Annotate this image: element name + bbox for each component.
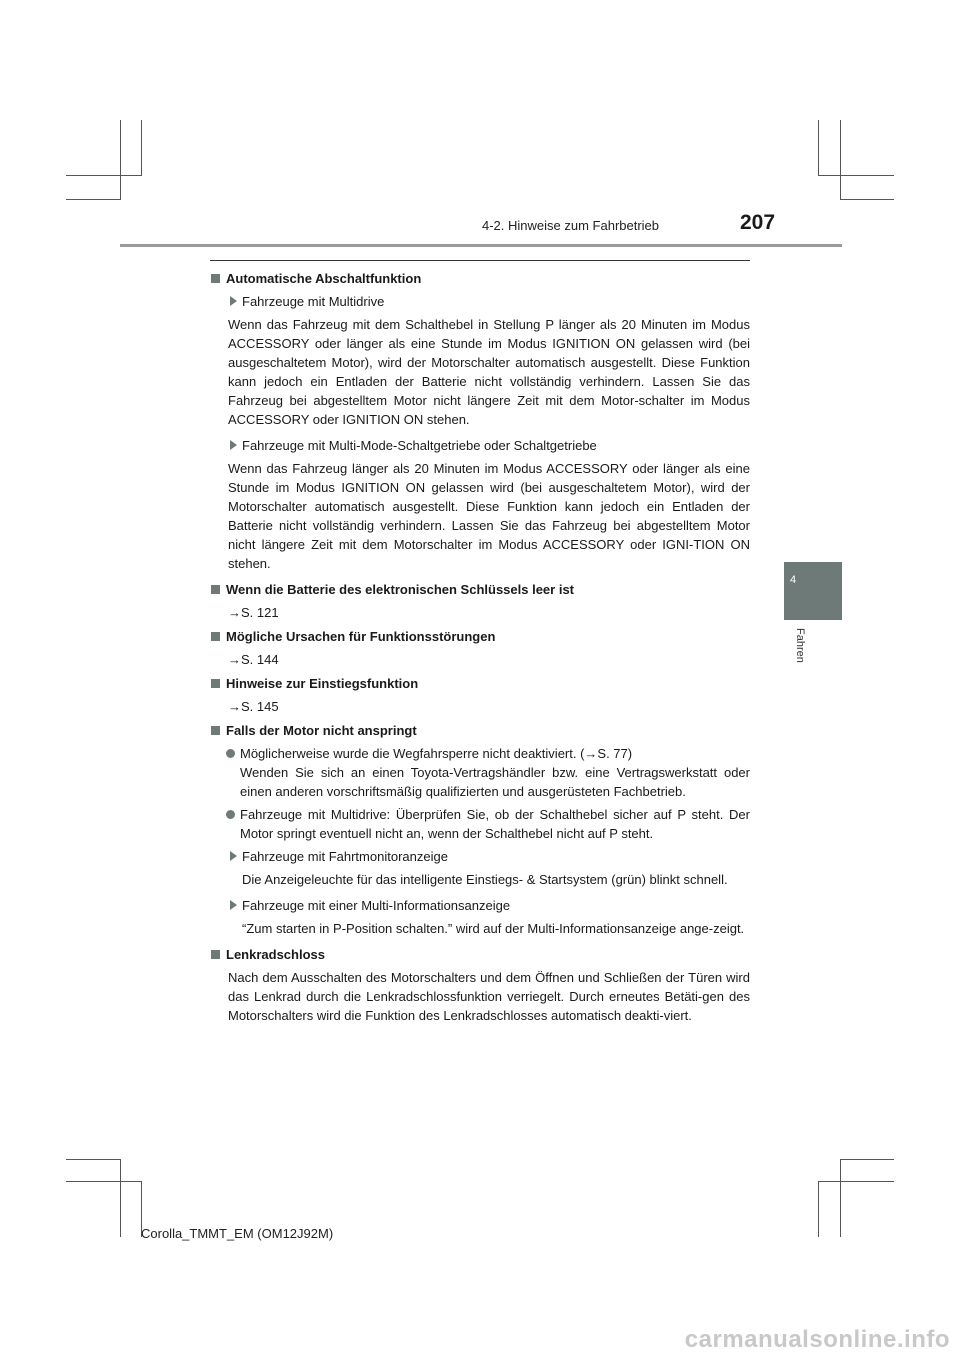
list-item: Fahrzeuge mit Multidrive: Überprüfen Sie, ob der Schalthebel sicher auf P steht. Der Motor springt eventuell nicht an, wenn der Schalthebel nicht auf P steht. [210,805,750,843]
square-bullet-icon [211,679,220,688]
triangle-bullet-icon [230,851,237,861]
crop-mark [66,1159,120,1160]
section-heading: Hinweise zur Einstiegsfunktion [210,674,750,693]
section-heading: Wenn die Batterie des elektronischen Schlüssels leer ist [210,580,750,599]
circle-bullet-icon [226,810,235,819]
crop-mark [840,1159,841,1237]
subheading: Fahrzeuge mit Multi-Mode-Schaltgetriebe oder Schaltgetriebe [210,436,750,455]
crop-mark [141,120,142,176]
page-number: 207 [740,211,776,234]
square-bullet-icon [211,632,220,641]
section-heading: Mögliche Ursachen für Funktionsstörungen [210,627,750,646]
square-bullet-icon [211,274,220,283]
crop-mark [120,1159,121,1237]
page-content [210,269,750,1032]
crop-mark [818,1181,819,1237]
paragraph: “Zum starten in P-Position schalten.” wird auf der Multi-Informationsanzeige ange-zeigt. [242,921,745,936]
section-heading: Lenkradschloss [210,945,750,964]
crop-mark [818,1181,894,1182]
paragraph: Wenn das Fahrzeug länger als 20 Minuten im Modus ACCESSORY oder länger als eine Stunde im Modus IGNITION ON gelassen wird (bei ausgeschaltetem Motor), wird der Motorschalter automatisch ausgestellt. Diese Funktion kann jedoch ein Entladen der Batterie nicht vollständig verhindern. Lassen Sie das Fahrzeug bei abgestelltem Motor nicht längere Zeit mit dem Motorschalter im Modus ACCESSORY oder IGNI-TION ON stehen. [228,461,750,571]
crop-mark [66,199,120,200]
page-reference-link[interactable]: →S. 145 [228,699,279,714]
triangle-bullet-icon [230,440,237,450]
crop-mark [840,1159,894,1160]
section-heading: Falls der Motor nicht anspringt [210,721,750,740]
page-reference-link[interactable]: →S. 121 [228,605,279,620]
triangle-bullet-icon [230,900,237,910]
square-bullet-icon [211,585,220,594]
crop-mark [66,175,141,176]
watermark: carmanualsonline.info [684,1326,950,1353]
paragraph: Nach dem Ausschalten des Motorschalters und dem Öffnen und Schließen der Türen wird das Lenkrad durch die Lenkradschlossfunktion verriegelt. Durch erneutes Betäti-gen des Motorschalters wird die Funktion des Lenkradschlosses automatisch deakti-viert. [228,970,750,1023]
chapter-label: Fahren [794,628,806,663]
crop-mark [66,1181,141,1182]
paragraph: Wenn das Fahrzeug mit dem Schalthebel in Stellung P länger als 20 Minuten im Modus ACCESSORY oder länger als eine Stunde im Modus IGNITION ON gelassen wird (bei ausgeschaltetem Motor), wird der Motorschalter automatisch ausgestellt. Diese Funktion kann jedoch ein Entladen der Batterie nicht vollständig verhindern. Lassen Sie das Fahrzeug bei abgestelltem Motor nicht längere Zeit mit dem Motor-schalter im Modus ACCESSORY oder IGNITION ON stehen. [228,317,750,427]
circle-bullet-icon [226,749,235,758]
triangle-bullet-icon [230,296,237,306]
list-item: Möglicherweise wurde die Wegfahrsperre nicht deaktiviert. (→S. 77) Wenden Sie sich an einen Toyota-Vertragshändler bzw. eine Vertragswerkstatt oder einen anderen vorschriftsmäßig qualifizierten und ausgerüsteten Fachbetrieb. [210,744,750,801]
crop-mark [840,120,841,200]
crop-mark [120,120,121,200]
chapter-number: 4 [790,574,797,586]
square-bullet-icon [211,950,220,959]
crop-mark [818,120,819,176]
section-heading: Automatische Abschaltfunktion [210,269,750,288]
document-id: Corolla_TMMT_EM (OM12J92M) [141,1226,334,1241]
crop-mark [818,175,894,176]
square-bullet-icon [211,726,220,735]
chapter-tab [784,562,842,620]
subheading: Fahrzeuge mit Fahrtmonitoranzeige [210,847,750,866]
page-reference-link[interactable]: →S. 144 [228,652,279,667]
paragraph: Die Anzeigeleuchte für das intelligente Einstiegs- & Startsystem (grün) blinkt schnell. [242,872,728,887]
content-divider [210,260,750,261]
subheading: Fahrzeuge mit Multidrive [210,292,750,311]
header-divider [120,244,842,247]
subheading: Fahrzeuge mit einer Multi-Informationsanzeige [210,896,750,915]
section-title: 4-2. Hinweise zum Fahrbetrieb [482,218,660,233]
crop-mark [840,199,894,200]
